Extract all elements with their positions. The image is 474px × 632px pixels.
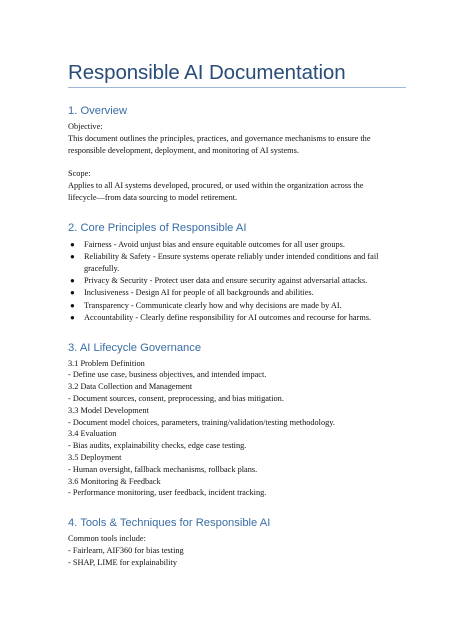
objective-line: This document outlines the principles, practices, and governance mechanisms to ensure the [68,133,371,143]
lifecycle-body [68,358,406,500]
bullet-icon: ● [70,275,75,285]
bullet-icon: ● [70,251,75,261]
subsection-detail: - Define use case, business objectives, and intended impact. [68,370,267,380]
subsection-detail: - Document sources, consent, preprocessing, and bias mitigation. [68,394,284,404]
subsection-detail: - Performance monitoring, user feedback, incident tracking. [68,488,267,498]
scope-line: Applies to all AI systems developed, procured, or used within the organization across the [68,180,364,190]
bullet-icon: ● [70,312,75,322]
list-item: ● Inclusiveness - Design AI for people of all backgrounds and abilities. [70,288,314,298]
list-item: ● Reliability & Safety - Ensure systems operate reliably under intended conditions and fail gracefully. [70,251,379,273]
list-item: ● Privacy & Security - Protect user data and ensure security against adversarial attacks. [70,275,368,285]
subsection-detail: - Document model choices, parameters, training/validation/testing methodology. [68,417,335,427]
list-item: ● Fairness - Avoid unjust bias and ensure equitable outcomes for all user groups. [70,239,345,249]
scope-label: Scope: [68,169,91,179]
paragraph-gap [68,156,406,168]
bullet-icon: ● [70,239,75,249]
bullet-icon: ● [70,300,75,310]
section-heading-principles: 2. Core Principles of Responsible AI [68,221,247,234]
bullet-icon: ● [70,288,75,298]
tools-item: - Fairlearn, AIF360 for bias testing [68,546,184,556]
subsection-title: 3.2 Data Collection and Management [68,382,193,392]
subsection-title: 3.5 Deployment [68,453,122,463]
tools-body [68,533,406,568]
section-heading-lifecycle: 3. AI Lifecycle Governance [68,341,202,354]
tools-item: - SHAP, LIME for explainability [68,557,177,567]
title-underline [68,87,406,88]
overview-body [68,121,406,204]
list-item: ● Transparency - Communicate clearly how and why decisions are made by AI. [70,300,342,310]
tools-intro: Common tools include: [68,534,146,544]
objective-line: responsible development, deployment, and monitoring of AI systems. [68,145,299,155]
subsection-title: 3.6 Monitoring & Feedback [68,476,161,486]
subsection-detail: - Human oversight, fallback mechanisms, rollback plans. [68,464,258,474]
subsection-title: 3.3 Model Development [68,405,149,415]
section-heading-tools: 4. Tools & Techniques for Responsible AI [68,517,271,530]
principles-list [68,239,406,324]
scope-line: lifecycle—from data sourcing to model retirement. [68,192,238,202]
subsection-detail: - Bias audits, explainability checks, edge case testing. [68,441,247,451]
section-heading-overview: 1. Overview [68,105,128,117]
objective-label: Objective: [68,122,103,131]
subsection-title: 3.1 Problem Definition [68,358,145,368]
subsection-title: 3.4 Evaluation [68,429,117,439]
list-item: ● Accountability - Clearly define responsibility for AI outcomes and recourse for harms. [70,312,372,322]
document-title: Responsible AI Documentation [68,61,346,84]
